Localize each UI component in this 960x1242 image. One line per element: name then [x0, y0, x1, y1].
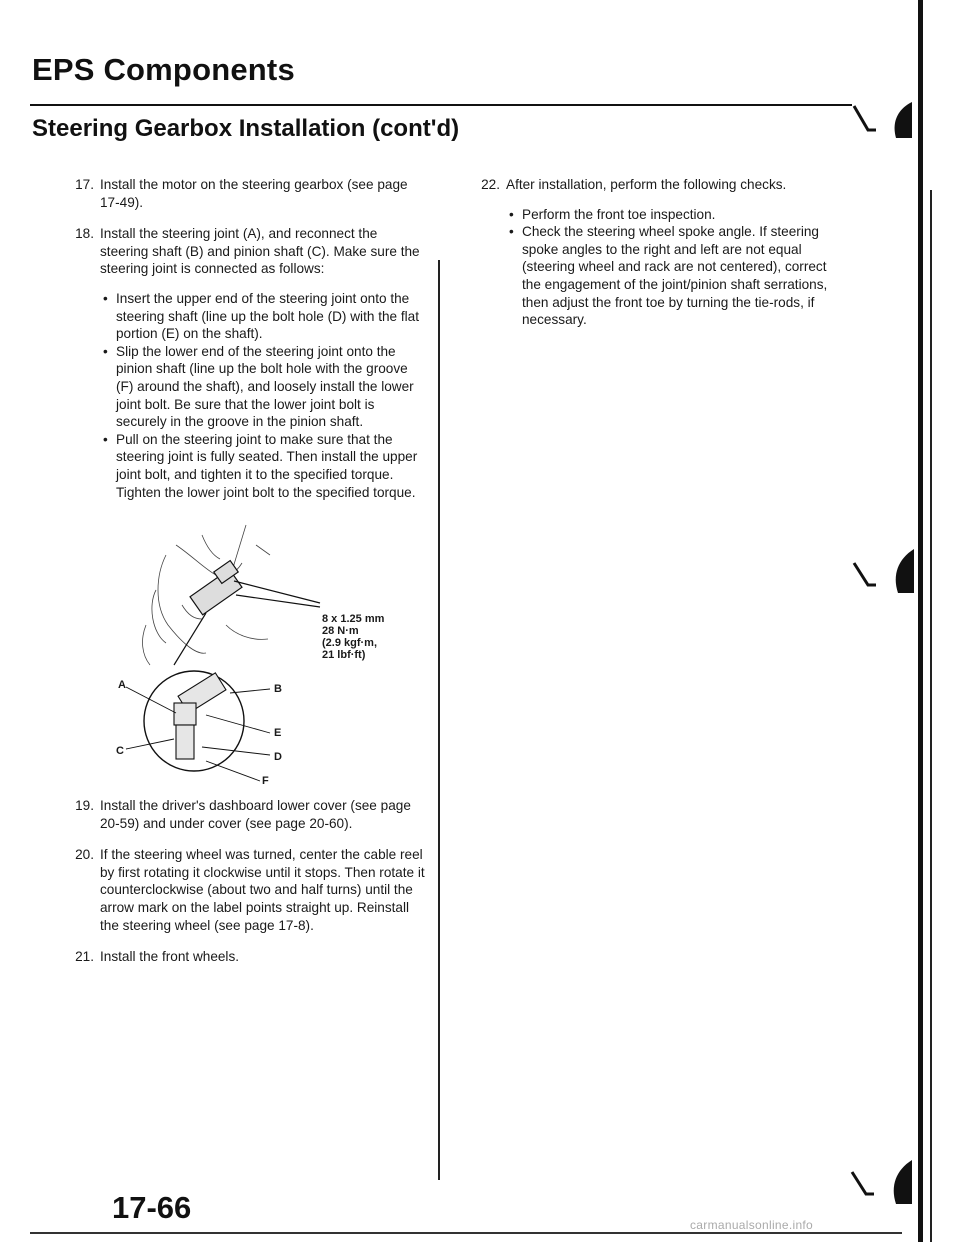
callout-d: D — [274, 751, 282, 764]
step-number: 19. — [75, 798, 94, 814]
callout-e: E — [274, 727, 282, 740]
subsection-title: Steering Gearbox Installation (cont'd) — [32, 115, 460, 142]
callout-a: A — [118, 679, 126, 692]
bullet-list — [506, 206, 838, 329]
bullet-item: • Check the steering wheel spoke angle. If steering spoke angles to the right and left are not equal (steering wheel and rack are not centered), correct the engagement of the joint/pinion shaft serrations, then adjust the front toe by turning the tie-rods, if necessary. — [506, 223, 838, 329]
step-number: 20. — [75, 847, 94, 863]
torque-spec-line: 28 N·m — [322, 625, 359, 638]
step-number: 17. — [75, 177, 94, 192]
callout-f: F — [262, 775, 269, 788]
corner-marker-icon — [852, 100, 912, 140]
step-22 — [466, 176, 838, 329]
watermark: carmanualsonline.info — [690, 1218, 814, 1232]
step-text: Install the driver's dashboard lower cover (see page 20-59) and under cover (see page 20-60). — [100, 798, 411, 831]
step-number: 18. — [75, 226, 94, 242]
step-number: 22. — [481, 177, 500, 192]
step-18 — [60, 225, 426, 501]
left-column — [60, 176, 426, 980]
bullet-item: • Perform the front toe inspection. — [506, 206, 838, 224]
corner-marker-icon — [846, 1158, 912, 1208]
step-21 — [60, 948, 426, 966]
right-column — [466, 176, 838, 343]
header-rule — [30, 104, 852, 106]
steering-joint-figure — [56, 515, 426, 788]
footer-rule — [30, 1232, 902, 1234]
bullet-item: • Slip the lower end of the steering joint onto the pinion shaft (line up the bolt hole with the groove (F) around the shaft), and loosely install the lower joint bolt. Be sure that the lower joint bolt is securely in the groove in the pinion shaft. — [100, 343, 426, 431]
bullet-list — [100, 290, 426, 501]
step-number: 21. — [75, 949, 94, 965]
step-text: Install the front wheels. — [100, 949, 240, 965]
torque-spec-line: 8 x 1.25 mm — [322, 613, 385, 626]
torque-spec-line: 21 lbf·ft) — [322, 649, 366, 662]
step-text: If the steering wheel was turned, center the cable reel by first rotating it clockwise until it stops. Then rotate it counterclockwise (about two and half turns) until the arrow mark on the label points straight up. Reinstall the steering wheel (see page 17-8). — [100, 847, 425, 933]
column-divider — [438, 260, 440, 1180]
torque-specification — [322, 613, 432, 661]
step-19 — [60, 797, 426, 832]
corner-marker-icon — [848, 545, 914, 595]
torque-spec-line: (2.9 kgf·m, — [322, 637, 378, 650]
bullet-item: • Pull on the steering joint to make sure that the steering joint is fully seated. Then install the upper joint bolt, and tighten it to the specified torque. Tighten the lower joint bolt to the specified torque. — [100, 431, 426, 501]
step-text: Install the motor on the steering gearbox (see page 17-49). — [100, 177, 408, 210]
callout-b: B — [274, 683, 282, 696]
binding-edge-line — [930, 190, 932, 1242]
step-20 — [60, 846, 426, 934]
bullet-item: • Insert the upper end of the steering joint onto the steering shaft (line up the bolt hole (D) with the flat portion (E) on the shaft). — [100, 290, 426, 343]
step-text: Install the steering joint (A), and reconnect the steering shaft (B) and pinion shaft (C). Make sure the steering joint is connected as follows: — [100, 226, 420, 277]
callout-c: C — [116, 745, 124, 758]
step-text: After installation, perform the following checks. — [506, 177, 787, 192]
section-title: EPS Components — [32, 52, 295, 87]
step-17 — [60, 176, 426, 211]
page-number: 17-66 — [112, 1190, 192, 1225]
binding-edge-bar — [918, 0, 923, 1242]
